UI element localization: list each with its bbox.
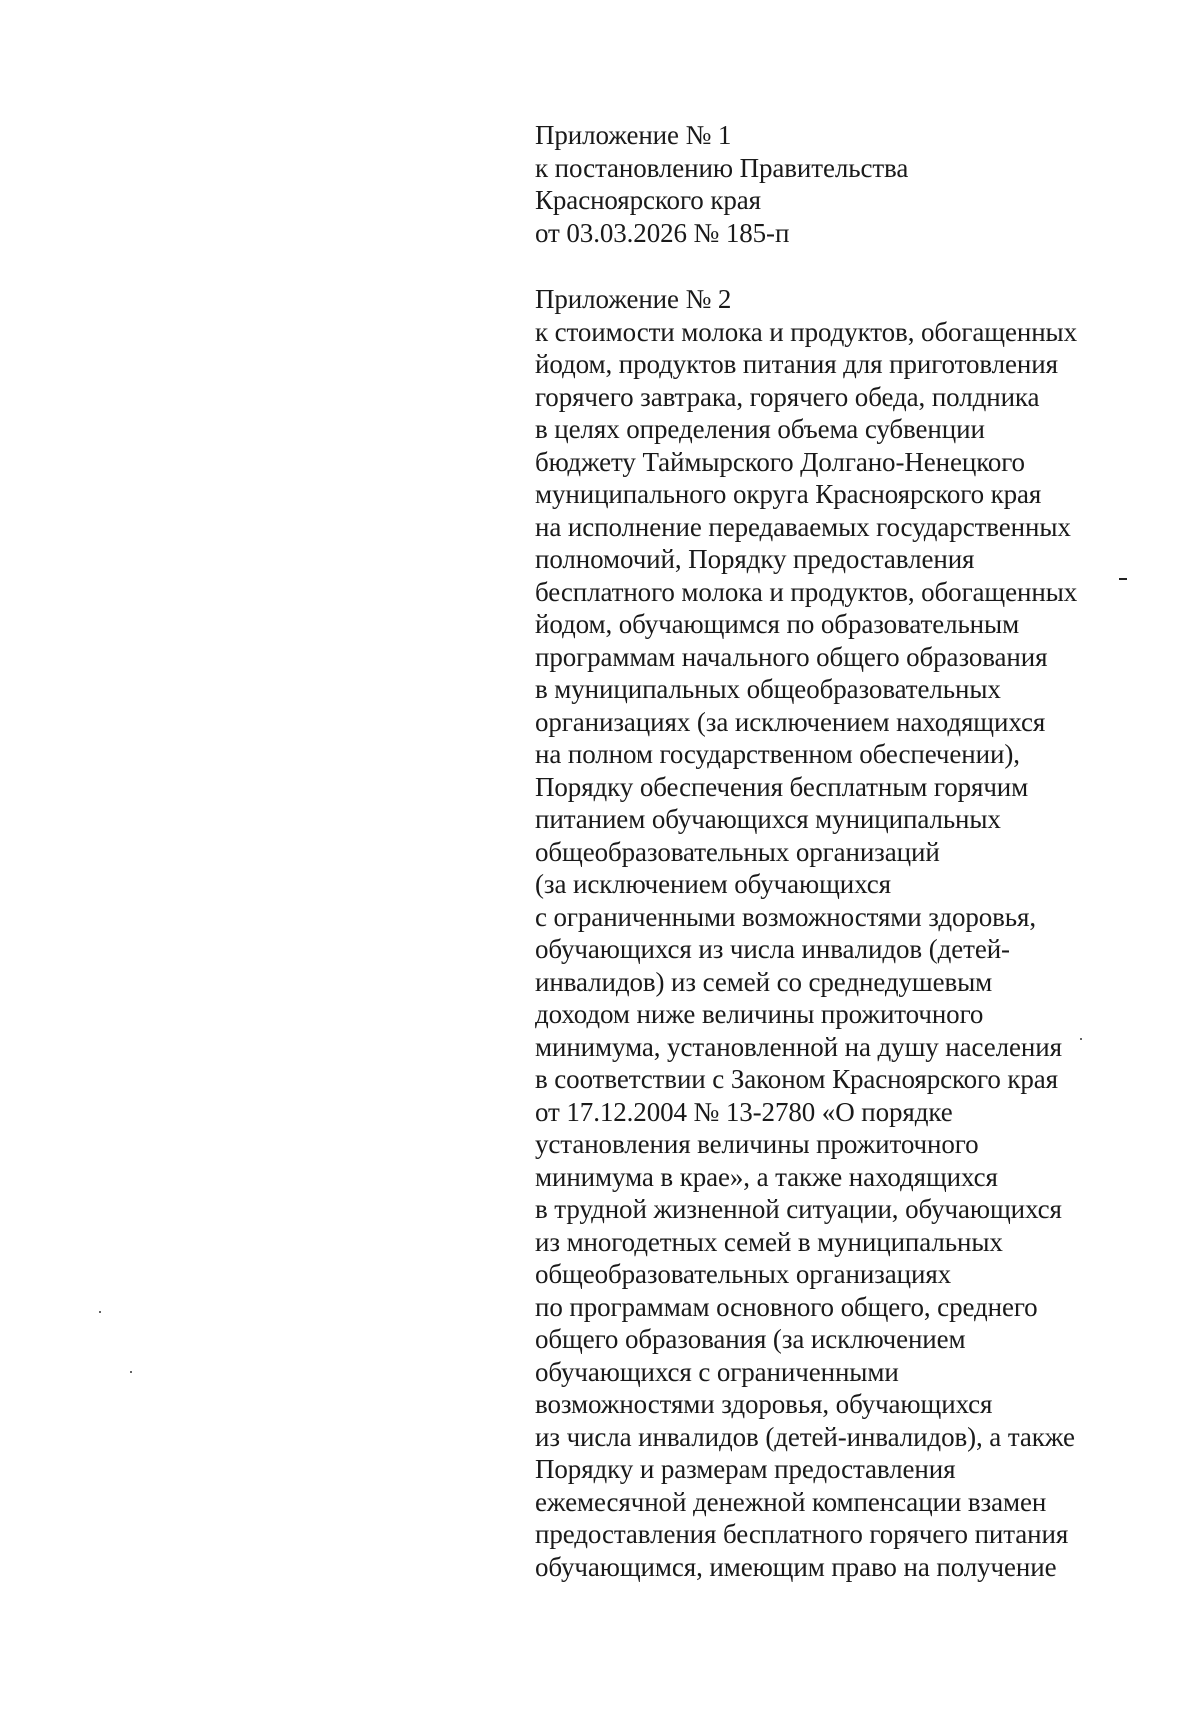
appendix-2-line: инвалидов) из семей со среднедушевым — [535, 966, 993, 997]
appendix-2-line: полномочий, Порядку предоставления — [535, 544, 975, 574]
appendix-2-line: на полном государственном обеспечении), — [535, 739, 1020, 769]
appendix-1-header — [535, 119, 1175, 249]
appendix-2-line: предоставления бесплатного горячего питания — [535, 1519, 1069, 1549]
appendix-2-line: ежемесячной денежной компенсации взамен — [535, 1486, 1047, 1517]
scan-artifact-speck — [1080, 1038, 1082, 1040]
appendix-2-line: от 17.12.2004 № 13-2780 «О порядке — [535, 1096, 953, 1127]
appendix-2-line: в соответствии с Законом Красноярского края — [535, 1064, 1059, 1094]
appendix-2-line: муниципального округа Красноярского края — [535, 479, 1042, 509]
appendix-2-line: на исполнение передаваемых государственных — [535, 511, 1071, 542]
appendix-2-line: к стоимости молока и продуктов, обогащенных — [535, 316, 1078, 347]
appendix-2-line: Порядку и размерам предоставления — [535, 1454, 956, 1484]
appendix-2-line: по программам основного общего, среднего — [535, 1291, 1038, 1322]
appendix-2-line: йодом, продуктов питания для приготовления — [535, 349, 1058, 379]
scan-artifact-speck — [99, 1311, 101, 1313]
appendix-2-line: общеобразовательных организаций — [535, 836, 940, 867]
appendix-1-line: к постановлению Правительства — [535, 152, 909, 183]
appendix-2-line: из числа инвалидов (детей-инвалидов), а также — [535, 1421, 1075, 1452]
appendix-2-line: организациях (за исключением находящихся — [535, 706, 1046, 737]
appendix-2-line: из многодетных семей в муниципальных — [535, 1226, 1003, 1257]
appendix-2-line: бюджету Таймырского Долгано-Ненецкого — [535, 446, 1025, 477]
appendix-2-line: минимума, установленной на душу населения — [535, 1031, 1062, 1062]
appendix-2-line: в муниципальных общеобразовательных — [535, 674, 1001, 704]
appendix-2-line: доходом ниже величины прожиточного — [535, 999, 984, 1029]
scan-artifact-dash — [1119, 578, 1127, 580]
appendix-2-line: обучающихся с ограниченными — [535, 1356, 899, 1387]
appendix-1-line: Красноярского края — [535, 185, 761, 215]
appendix-2-line: в целях определения объема субвенции — [535, 414, 985, 444]
appendix-2-line: в трудной жизненной ситуации, обучающихся — [535, 1194, 1062, 1224]
appendix-2-line: (за исключением обучающихся — [535, 869, 891, 899]
appendix-2-line: горячего завтрака, горячего обеда, полдника — [535, 381, 1040, 412]
appendix-2-line: обучающихся из числа инвалидов (детей- — [535, 934, 1010, 964]
appendix-1-line: от 03.03.2026 № 185-п — [535, 217, 790, 248]
appendix-2-line: программам начального общего образования — [535, 641, 1048, 672]
appendix-2-line: бесплатного молока и продуктов, обогащенных — [535, 576, 1078, 607]
appendix-2-line: питанием обучающихся муниципальных — [535, 804, 1001, 834]
appendix-2-line: установления величины прожиточного — [535, 1129, 979, 1159]
appendix-1-line: Приложение № 1 — [535, 120, 732, 150]
appendix-2-line: общего образования (за исключением — [535, 1324, 966, 1354]
appendix-2-line: возможностями здоровья, обучающихся — [535, 1389, 993, 1419]
appendix-2-line: йодом, обучающимся по образовательным — [535, 609, 1020, 639]
appendix-2-line: с ограниченными возможностями здоровья, — [535, 901, 1036, 932]
appendix-2-header — [535, 283, 1175, 1583]
appendix-2-line: минимума в крае», а также находящихся — [535, 1161, 998, 1192]
appendix-2-line: обучающимся, имеющим право на получение — [535, 1551, 1057, 1582]
appendix-2-line: Порядку обеспечения бесплатным горячим — [535, 771, 1029, 802]
appendix-2-line: Приложение № 2 — [535, 284, 732, 314]
appendix-2-line: общеобразовательных организациях — [535, 1259, 952, 1289]
scan-artifact-speck — [130, 1371, 132, 1373]
